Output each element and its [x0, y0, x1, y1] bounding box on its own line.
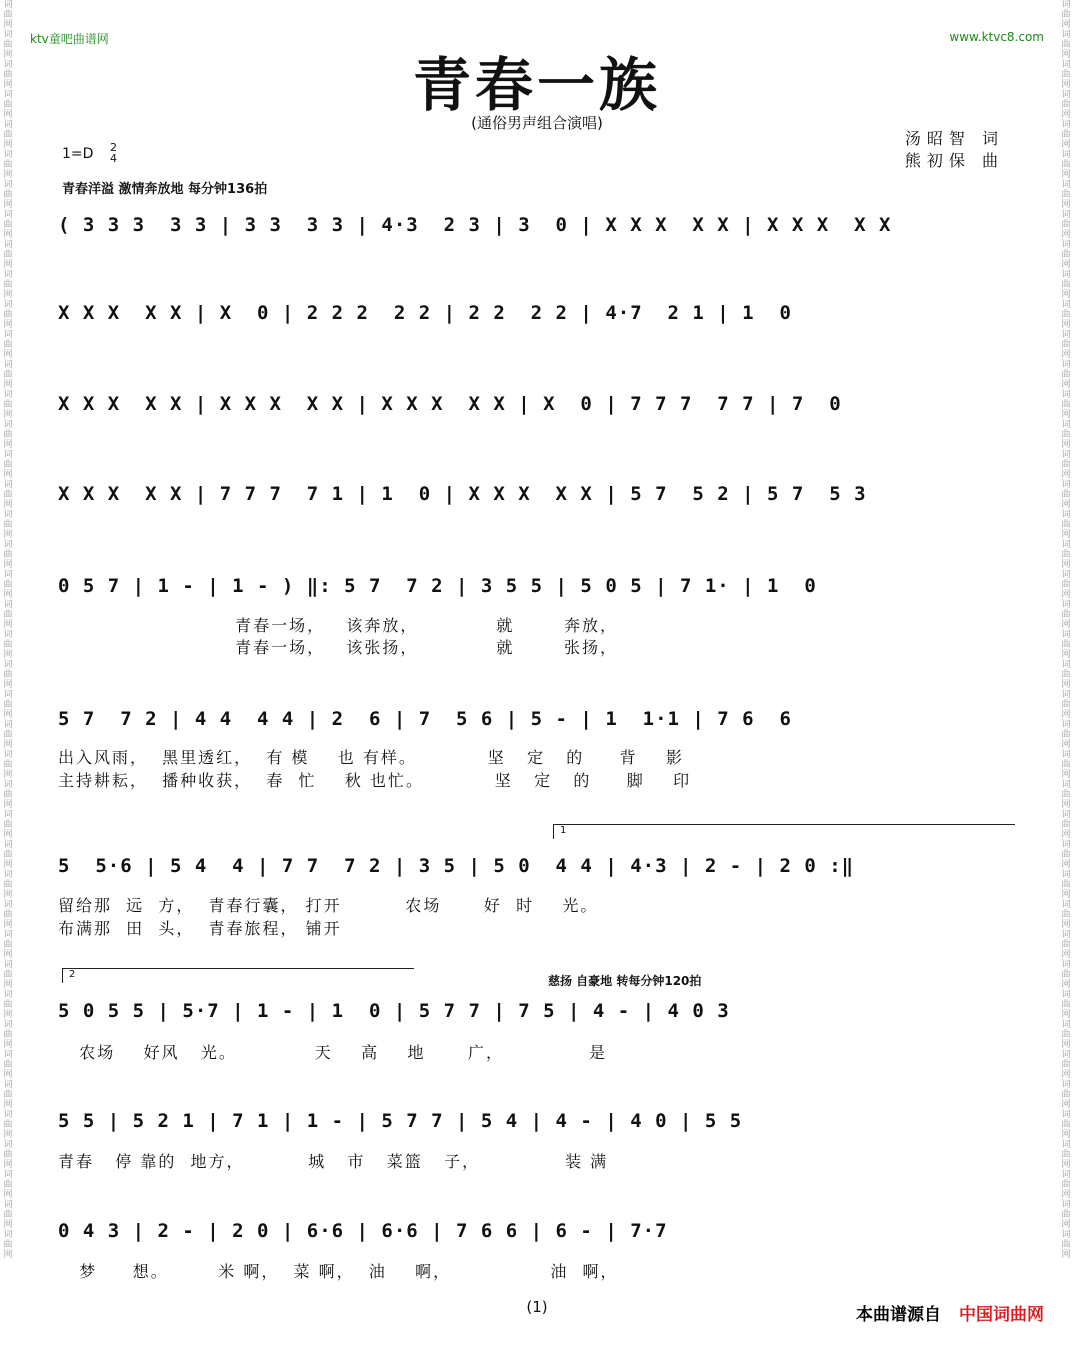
- lyric-line: 青春一场， 该奔放， 就 奔放，: [58, 616, 618, 635]
- score-notes: 5 7 7 2 | 4 4 4 4 | 2 6 | 7 5 6 | 5 - | 1 1·1 | 7 6 6: [58, 708, 792, 730]
- score-row: [58, 1220, 1013, 1258]
- score-row: [58, 483, 1013, 521]
- score-row: [58, 214, 1013, 252]
- meter-top: 2: [110, 141, 117, 154]
- lyric-line: 青春 停 靠的 地方， 城 市 菜篮 子， 装 满: [58, 1152, 609, 1171]
- ending-bracket-1: [553, 824, 1015, 839]
- lyric-line: 梦 想。 米 啊， 菜 啊， 油 啊， 油 啊，: [58, 1262, 619, 1281]
- source-credit: [856, 1300, 1044, 1325]
- score-notes: ( 3 3 3 3 3 | 3 3 3 3 | 4·3 2 3 | 3 0 | X X X X X | X X X X X: [58, 214, 892, 236]
- time-signature: [110, 142, 117, 164]
- score-notes: 0 4 3 | 2 - | 2 0 | 6·6 | 6·6 | 7 6 6 | 6 - | 7·7: [58, 1220, 668, 1242]
- page-number: (1): [526, 1298, 548, 1316]
- ending-bracket-2: [62, 968, 414, 983]
- score-row: [58, 575, 1013, 613]
- score-notes: X X X X X | X X X X X | X X X X X | X 0 | 7 7 7 7 7 | 7 0: [58, 393, 842, 415]
- score-notes: X X X X X | 7 7 7 7 1 | 1 0 | X X X X X | 5 7 5 2 | 5 7 5 3: [58, 483, 867, 505]
- key-signature: 1=D: [62, 146, 94, 162]
- lyric-line: 留给那 远 方， 青春行囊， 打开 农场 好 时 光。: [58, 896, 599, 915]
- song-subtitle: (通俗男声组合演唱): [471, 114, 603, 132]
- lyric-line: 主持耕耘， 播种收获， 春 忙 秋 也忙。 坚 定 的 脚 印: [58, 771, 692, 790]
- ending-label-2: 2: [69, 969, 76, 980]
- score-row: [58, 1000, 1013, 1038]
- score-row: [58, 708, 1013, 746]
- tempo-marking: 青春洋溢 激情奔放地 每分钟136拍: [62, 182, 268, 197]
- score-row: [58, 302, 1013, 340]
- site-name-left[interactable]: ktv童吧曲谱网: [30, 32, 109, 46]
- score-notes: 5 5 | 5 2 1 | 7 1 | 1 - | 5 7 7 | 5 4 | 4 - | 4 0 | 5 5: [58, 1110, 743, 1132]
- score-notes: 0 5 7 | 1 - | 1 - ) ‖: 5 7 7 2 | 3 5 5 | 5 0 5 | 7 1· | 1 0: [58, 575, 817, 597]
- lyric-line: 布满那 田 头， 青春旅程， 铺开: [58, 919, 342, 938]
- source-site-link[interactable]: 中国词曲网: [959, 1305, 1044, 1325]
- lyric-line: 出入风雨， 黑里透红， 有 模 也 有样。 坚 定 的 背 影: [58, 748, 685, 767]
- lyric-line: 农场 好风 光。 天 高 地 广， 是: [58, 1043, 608, 1062]
- source-label: 本曲谱源自: [856, 1305, 941, 1325]
- lyric-line: 青春一场， 该张扬， 就 张扬，: [58, 638, 618, 657]
- score-notes: 5 0 5 5 | 5·7 | 1 - | 1 0 | 5 7 7 | 7 5 | 4 - | 4 0 3: [58, 1000, 730, 1022]
- side-watermark-left: 词曲网词曲网词曲网词曲网词曲网词曲网词曲网词曲网词曲网词曲网词曲网词曲网词曲网词曲网词曲网词曲网词曲网词曲网词曲网词曲网词曲网词曲网词曲网词曲网词曲网词曲网词曲网词曲网词曲网词曲网词曲网词曲网词曲网词曲网词曲网词曲网词曲网词曲网词曲网词曲网词曲网词曲网: [3, 0, 13, 1260]
- score-row: [58, 855, 1013, 893]
- score-notes: X X X X X | X 0 | 2 2 2 2 2 | 2 2 2 2 | 4·7 2 1 | 1 0: [58, 302, 792, 324]
- song-title: 青春一族: [412, 51, 661, 119]
- composer-credit: 熊初保 曲: [904, 151, 1004, 170]
- meter-bottom: 4: [110, 152, 117, 165]
- score-notes: 5 5·6 | 5 4 4 | 7 7 7 2 | 3 5 | 5 0 4 4 | 4·3 | 2 - | 2 0 :‖: [58, 855, 855, 877]
- score-row: [58, 1110, 1013, 1148]
- tempo-change-marking: 慈扬 自豪地 转每分钟120拍: [548, 974, 702, 988]
- lyricist-credit: 汤昭智 词: [904, 129, 1004, 148]
- site-name-right[interactable]: www.ktvc8.com: [949, 30, 1044, 44]
- score-row: [58, 393, 1013, 431]
- ending-label-1: 1: [560, 825, 567, 836]
- side-watermark-right: 词曲网词曲网词曲网词曲网词曲网词曲网词曲网词曲网词曲网词曲网词曲网词曲网词曲网词曲网词曲网词曲网词曲网词曲网词曲网词曲网词曲网词曲网词曲网词曲网词曲网词曲网词曲网词曲网词曲网词曲网词曲网词曲网词曲网词曲网词曲网词曲网词曲网词曲网词曲网词曲网词曲网词曲网: [1061, 0, 1071, 1260]
